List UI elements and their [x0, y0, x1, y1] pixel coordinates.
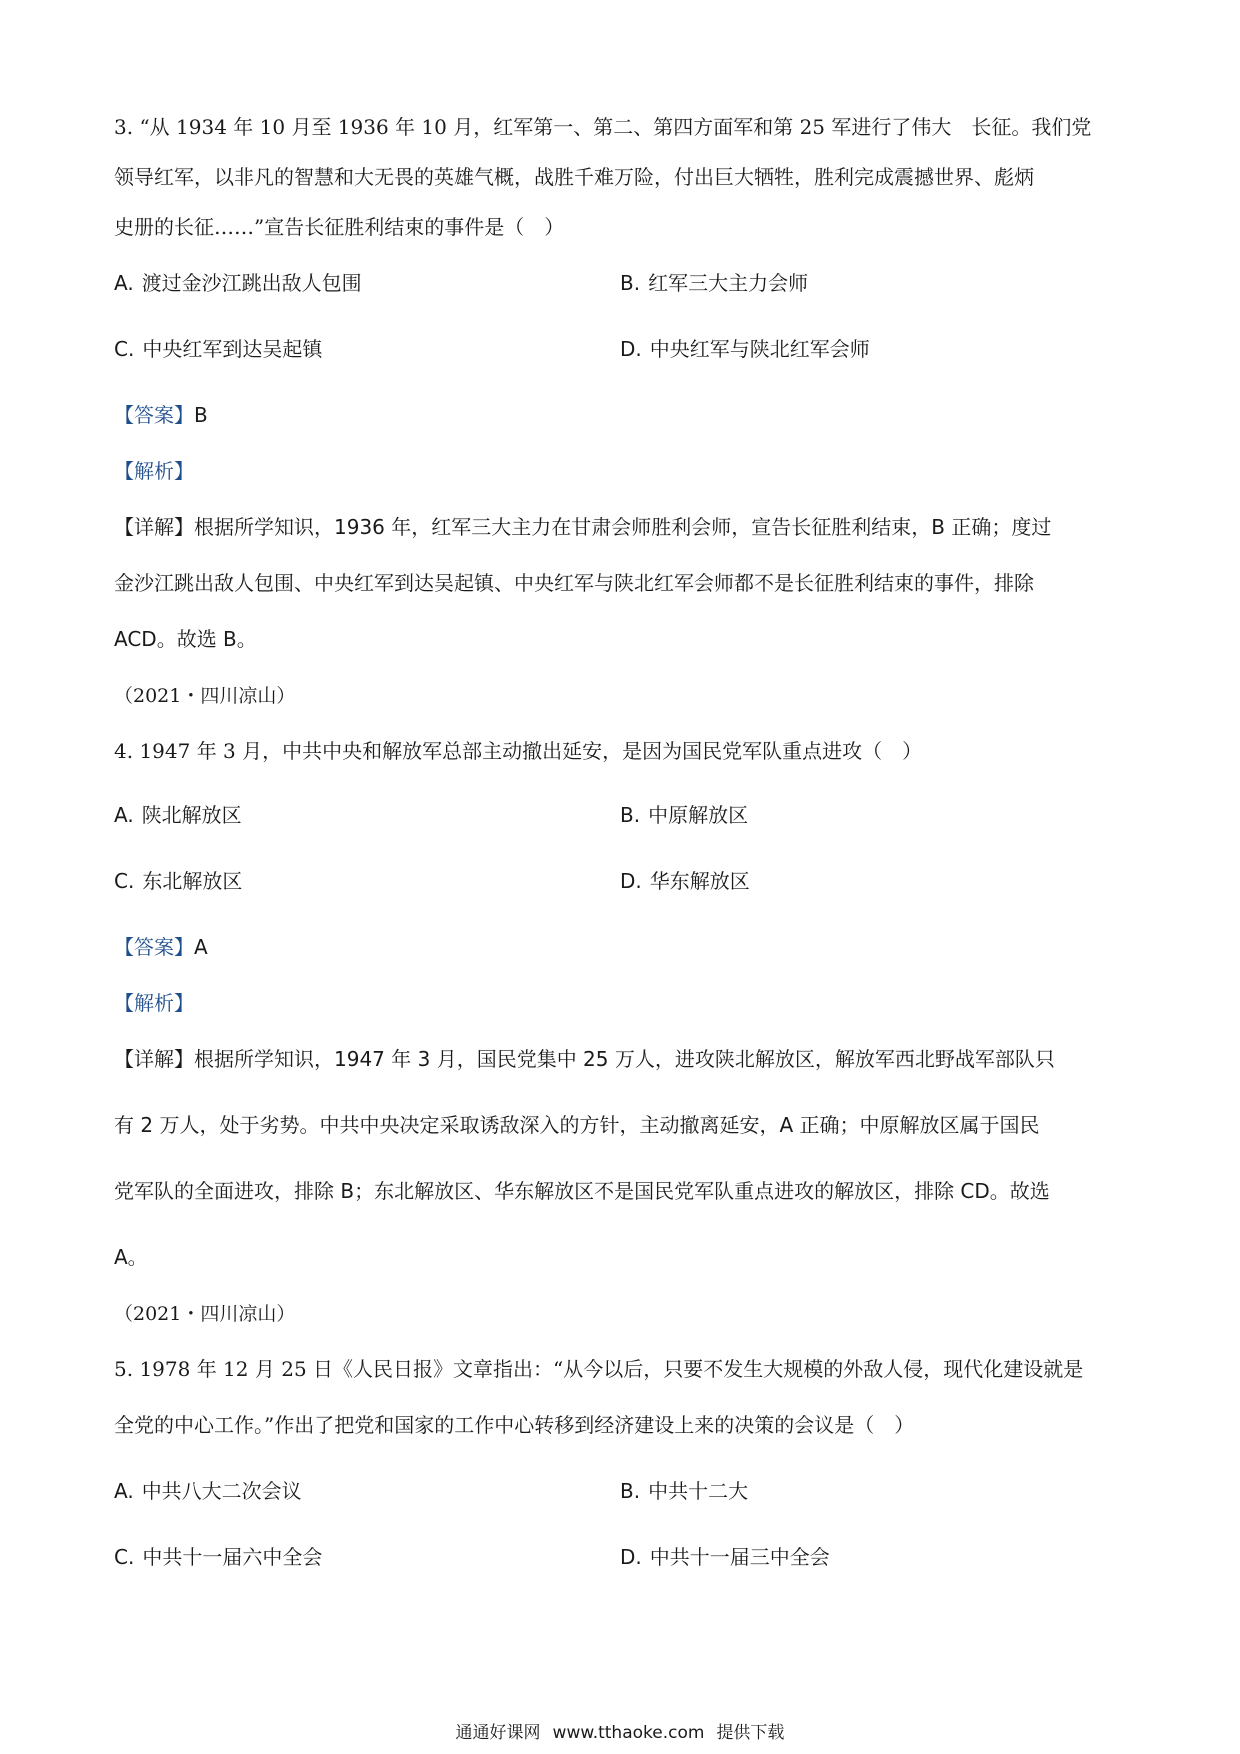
option-text: 陕北解放区	[141, 803, 242, 827]
option-letter: B.	[620, 803, 641, 827]
answer-value: A	[194, 935, 208, 959]
option-letter: B.	[620, 1479, 641, 1503]
q4-stem-line-1: 4. 1947 年 3 月，中共中央和解放军总部主动撤出延安，是因为国民党军队重点进攻（ ）	[114, 739, 923, 763]
q3-option-d	[620, 334, 870, 364]
option-letter: D.	[620, 1545, 642, 1569]
q4-detail-line-1	[114, 1044, 1130, 1074]
footer-site-name: 通通好课网	[455, 1723, 541, 1743]
option-text: 中共十一届三中全会	[649, 1545, 830, 1569]
q4-option-a	[114, 800, 242, 830]
q3-detail-line-1	[114, 512, 1130, 542]
option-letter: C.	[114, 1545, 135, 1569]
option-text: 中共十二大	[648, 1479, 749, 1503]
analysis-tag: 【解析】	[114, 991, 194, 1015]
option-text: 中共八大二次会议	[141, 1479, 302, 1503]
analysis-tag: 【解析】	[114, 459, 194, 483]
q3-answer	[114, 400, 1130, 430]
q4-detail-line-4: A。	[114, 1245, 148, 1269]
q3-option-a	[114, 268, 362, 298]
detail-tag: 【详解】	[114, 515, 194, 539]
q5-stem-line-2: 全党的中心工作。”作出了把党和国家的工作中心转移到经济建设上来的决策的会议是（ ）	[114, 1413, 915, 1437]
detail-tag: 【详解】	[114, 1047, 194, 1071]
option-letter: A.	[114, 1479, 134, 1503]
detail-text: 根据所学知识，1947 年 3 月，国民党集中 25 万人，进攻陕北解放区，解放军西北野战军部队只	[194, 1047, 1055, 1071]
q3-stem-line-3: 史册的长征……”宣告长征胜利结束的事件是（ ）	[114, 215, 565, 239]
answer-tag: 【答案】	[114, 935, 194, 959]
option-text: 红军三大主力会师	[648, 271, 809, 295]
q4-detail-line-2: 有 2 万人，处于劣势。中共中央决定采取诱敌深入的方针，主动撤离延安，A 正确；中原解放区属于国民	[114, 1113, 1040, 1137]
option-letter: C.	[114, 337, 135, 361]
option-letter: A.	[114, 271, 134, 295]
q3-stem-line-1: 3. “从 1934 年 10 月至 1936 年 10 月，红军第一、第二、第四方面军和第 25 军进行了伟大 长征。我们党	[114, 115, 1092, 139]
q4-analysis-heading	[114, 988, 1130, 1018]
q4-option-b	[620, 800, 748, 830]
option-letter: B.	[620, 271, 641, 295]
source-note-2: （2021・四川凉山）	[114, 1303, 296, 1325]
q3-option-c	[114, 334, 322, 364]
q5-option-d	[620, 1542, 830, 1572]
option-letter: D.	[620, 337, 642, 361]
q3-option-b	[620, 268, 808, 298]
q5-option-b	[620, 1476, 748, 1506]
q4-detail-line-3: 党军队的全面进攻，排除 B；东北解放区、华东解放区不是国民党军队重点进攻的解放区，排除 CD。故选	[114, 1179, 1050, 1203]
q5-option-c	[114, 1542, 322, 1572]
answer-tag: 【答案】	[114, 403, 194, 427]
option-letter: C.	[114, 869, 135, 893]
q3-analysis-heading	[114, 456, 1130, 486]
q5-stem-line-1: 5. 1978 年 12 月 25 日《人民日报》文章指出：“从今以后，只要不发生大规模的外敌人侵，现代化建设就是	[114, 1357, 1084, 1381]
q3-detail-line-3: ACD。故选 B。	[114, 627, 257, 651]
q3-stem-line-2: 领导红军，以非凡的智慧和大无畏的英雄气概，战胜千难万险，付出巨大牺牲，胜利完成震撼世界、彪炳	[114, 165, 1034, 189]
option-text: 中央红军到达吴起镇	[142, 337, 323, 361]
q4-option-d	[620, 866, 750, 896]
option-letter: D.	[620, 869, 642, 893]
footer-url-link[interactable]: www.tthaoke.com	[552, 1723, 705, 1743]
q4-option-c	[114, 866, 242, 896]
option-text: 华东解放区	[649, 869, 750, 893]
q4-answer	[114, 932, 1130, 962]
option-text: 中原解放区	[648, 803, 749, 827]
q5-option-a	[114, 1476, 302, 1506]
source-note-1: （2021・四川凉山）	[114, 685, 296, 707]
detail-text: 根据所学知识，1936 年，红军三大主力在甘肃会师胜利会师，宣告长征胜利结束，B 正确；度过	[194, 515, 1052, 539]
option-text: 东北解放区	[142, 869, 243, 893]
page-footer	[0, 1720, 1240, 1746]
option-text: 中央红军与陕北红军会师	[649, 337, 870, 361]
option-letter: A.	[114, 803, 134, 827]
option-text: 中共十一届六中全会	[142, 1545, 323, 1569]
q3-detail-line-2: 金沙江跳出敌人包围、中央红军到达吴起镇、中央红军与陕北红军会师都不是长征胜利结束的事件，排除	[114, 571, 1034, 595]
footer-note: 提供下载	[716, 1723, 785, 1743]
option-text: 渡过金沙江跳出敌人包围	[141, 271, 362, 295]
answer-value: B	[194, 403, 208, 427]
